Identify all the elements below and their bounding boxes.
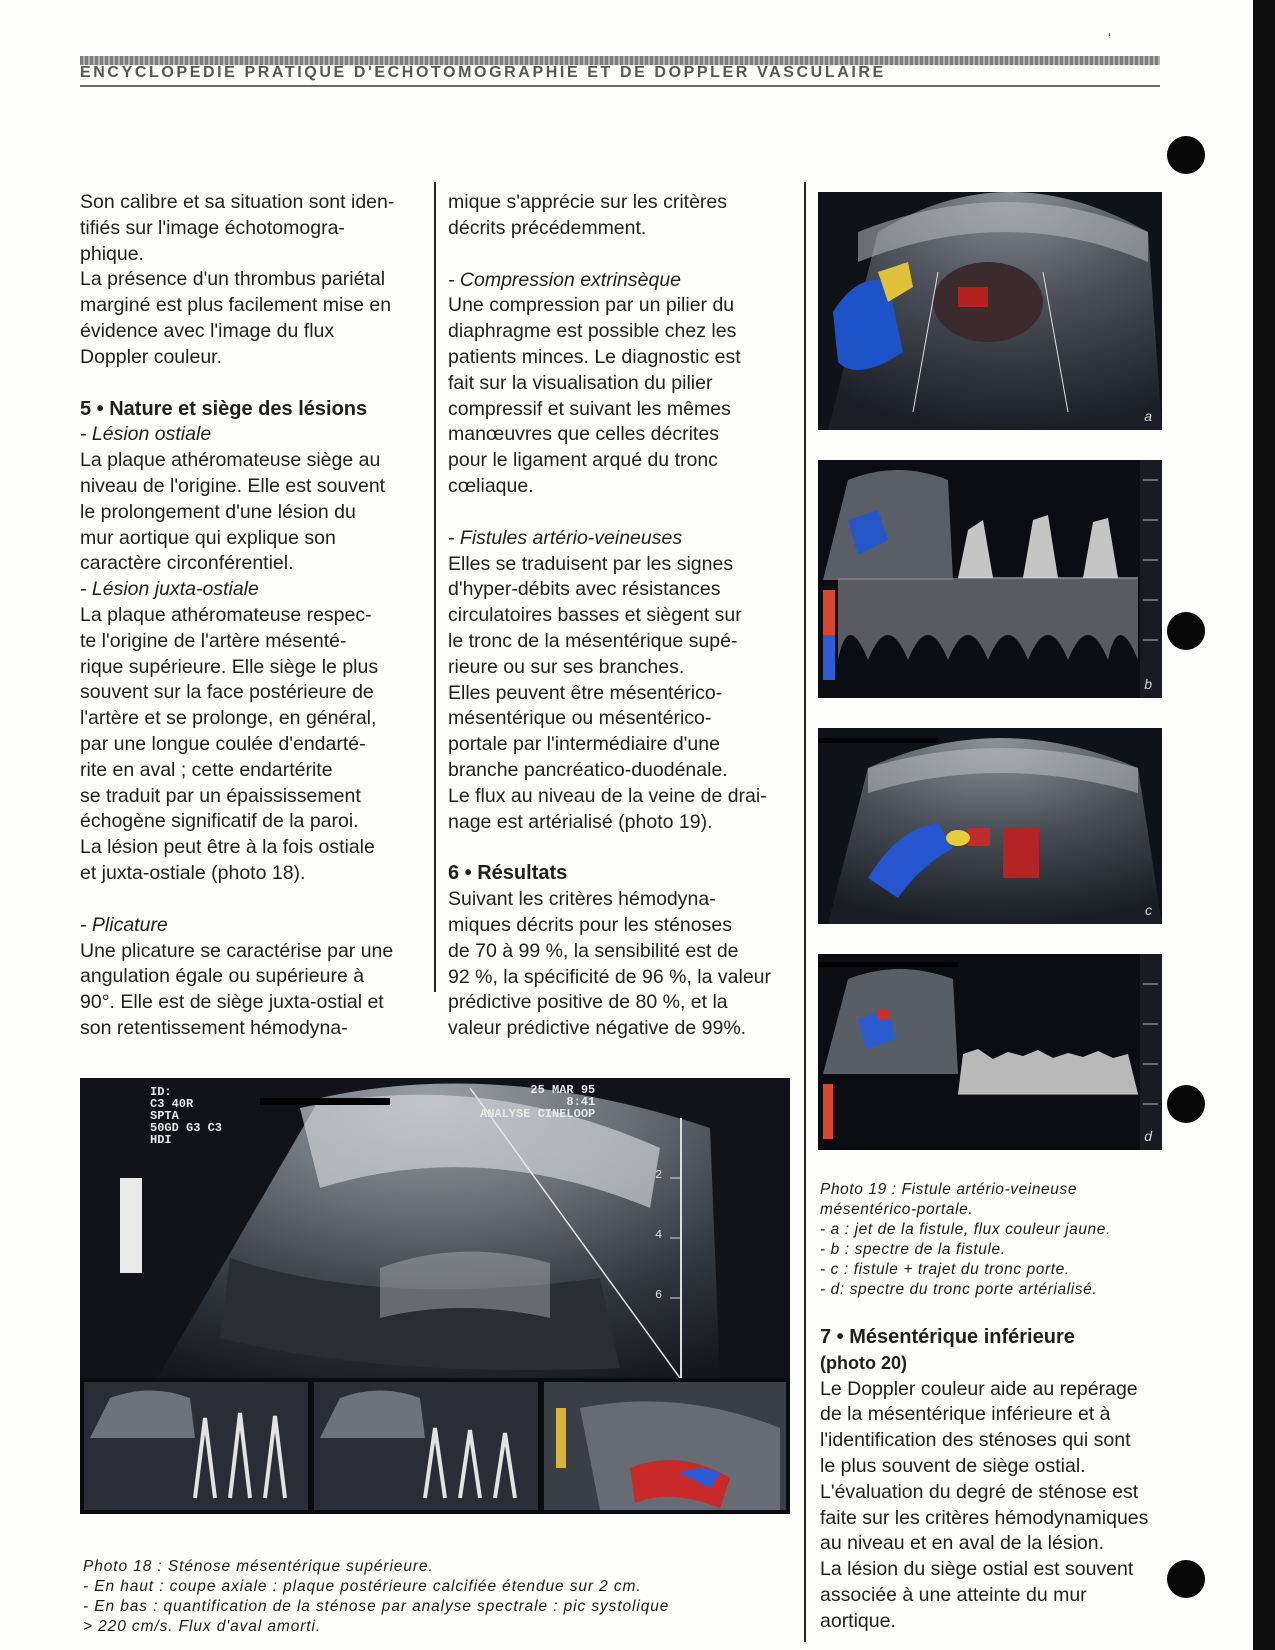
depth-mark: 2 <box>655 1168 663 1182</box>
text-line: de 70 à 99 %, la sensibilité est de <box>448 939 739 962</box>
text-line: branche pancréatico-duodénale. <box>448 758 728 781</box>
text-line: La lésion peut être à la fois ostiale <box>80 836 375 859</box>
text-line: et juxta-ostiale (photo 18). <box>80 861 306 884</box>
column-rule <box>434 182 436 992</box>
ultrasound-image-19a <box>818 192 1162 430</box>
text-line: prédictive positive de 80 %, et la <box>448 991 728 1014</box>
text-line: rieure ou sur ses branches. <box>448 655 685 678</box>
binder-hole <box>1167 612 1205 650</box>
text-line: rite en aval ; cette endartérite <box>80 758 333 781</box>
text-line: nage est artérialisé (photo 19). <box>448 810 713 833</box>
paragraph <box>448 293 788 499</box>
text-line: angulation égale ou supérieure à <box>80 965 365 988</box>
margin-mark: ʻ <box>1108 30 1112 46</box>
text-line: 92 %, la spécificité de 96 %, la valeur <box>448 965 772 988</box>
text-line: ANALYSE CINELOOP <box>480 1107 596 1121</box>
subsection-title: - Fistules artério-veineuses <box>448 526 683 549</box>
text-line: mur aortique qui explique son <box>80 526 336 549</box>
paragraph <box>80 190 420 267</box>
text-line: Elles se traduisent par les signes <box>448 552 734 575</box>
text-line: au niveau et en aval de la lésion. <box>820 1532 1105 1555</box>
text-line: Le Doppler couleur aide au repérage <box>820 1377 1138 1400</box>
text-line: 50GD G3 C3 <box>150 1121 223 1135</box>
page-edge <box>1253 0 1275 1650</box>
depth-mark: 6 <box>655 1288 663 1302</box>
text-line: pour le ligament arqué du tronc <box>448 449 718 472</box>
text-line: mique s'apprécie sur les critères <box>448 191 727 213</box>
panel-label: d <box>1144 1128 1152 1144</box>
text-line: de la mésentérique inférieure et à <box>820 1403 1111 1426</box>
section-title: 7 • Mésentérique inférieure <box>820 1326 1075 1348</box>
binder-hole <box>1167 136 1205 174</box>
subsection-title: - Lésion juxta-ostiale <box>80 578 259 601</box>
text-line: Doppler couleur. <box>80 345 223 368</box>
text-line: l'artère et se prolonge, en général, <box>80 707 377 730</box>
text-line: Elles peuvent être mésentérico- <box>448 681 723 704</box>
paragraph <box>80 267 420 370</box>
redaction-bar <box>260 1098 390 1105</box>
section-title: 5 • Nature et siège des lésions <box>80 397 368 420</box>
paragraph <box>80 939 420 1042</box>
text-line: mésentérico-portale. <box>820 1201 974 1218</box>
column-rule <box>804 182 806 1642</box>
subsection-title: - Plicature <box>80 913 168 936</box>
text-line: valeur prédictive négative de 99%. <box>448 1017 747 1040</box>
binder-hole <box>1167 1085 1205 1123</box>
paragraph <box>448 552 788 836</box>
text-line: se traduit par un épaississement <box>80 784 361 807</box>
text-line: HDI <box>150 1133 172 1147</box>
text-line: fait sur la visualisation du pilier <box>448 371 713 394</box>
photo-19-caption <box>820 1180 1165 1300</box>
text-line: associée à une atteinte du mur <box>820 1583 1087 1606</box>
text-line: compressif et suivant les mêmes <box>448 397 731 420</box>
text-line: le plus souvent de siège ostial. <box>820 1454 1086 1477</box>
text-line: par une longue coulée d'endarté- <box>80 732 366 755</box>
text-line: niveau de l'origine. Elle est souvent <box>80 474 386 497</box>
text-line: le prolongement d'une lésion du <box>80 500 356 523</box>
text-column-1 <box>80 190 420 1042</box>
section-title: 6 • Résultats <box>448 862 568 885</box>
text-line: l'identification des sténoses qui sont <box>820 1429 1131 1452</box>
panel-label: c <box>1145 902 1152 918</box>
paragraph <box>448 887 788 1042</box>
text-line: rique supérieure. Elle siège le plus <box>80 655 379 678</box>
text-line: miques décrits pour les sténoses <box>448 913 732 936</box>
text-line: La plaque athéromateuse respec- <box>80 603 372 626</box>
paragraph <box>820 1377 1160 1635</box>
subsection-title: - Compression extrinsèque <box>448 268 682 291</box>
text-column-3 <box>820 1325 1160 1635</box>
text-line: Photo 18 : Sténose mésentérique supérieure. <box>83 1558 434 1575</box>
text-line: caractère circonférentiel. <box>80 552 294 575</box>
doppler-spectrum-19b <box>818 460 1162 698</box>
text-column-2 <box>448 190 788 1042</box>
binder-hole <box>1167 1560 1205 1598</box>
text-line: - d: spectre du tronc porte artérialisé. <box>820 1281 1098 1298</box>
text-line: faite sur les critères hémodynamiques <box>820 1506 1149 1529</box>
text-line: mésentérique ou mésentérico- <box>448 707 712 730</box>
panel-label: b <box>1144 676 1152 692</box>
doppler-spectrum-19d <box>818 954 1162 1150</box>
text-line: Son calibre et sa situation sont iden- <box>80 191 395 213</box>
text-line: Le flux au niveau de la veine de drai- <box>448 784 767 807</box>
text-line: diaphragme est possible chez les <box>448 320 737 343</box>
text-line: marginé est plus facilement mise en <box>80 294 392 317</box>
text-line: Une compression par un pilier du <box>448 294 735 317</box>
ultrasound-image-19c <box>818 728 1162 924</box>
ultrasound-image-18 <box>80 1078 790 1514</box>
text-line: 25 MAR 95 <box>530 1083 596 1097</box>
text-line: patients minces. Le diagnostic est <box>448 345 741 368</box>
text-line: le tronc de la mésentérique supé- <box>448 629 738 652</box>
text-line: échogène significatif de la paroi. <box>80 810 359 833</box>
text-line: tifiés sur l'image échotomogra- <box>80 216 345 239</box>
section-subtitle: (photo 20) <box>820 1352 907 1373</box>
text-line: phique. <box>80 242 144 265</box>
text-line: Suivant les critères hémodyna- <box>448 888 716 911</box>
text-line: souvent sur la face postérieure de <box>80 681 374 704</box>
paragraph <box>448 190 788 242</box>
text-line: Une plicature se caractérise par une <box>80 939 394 962</box>
text-line: La présence d'un thrombus pariétal <box>80 268 386 291</box>
text-line: 90°. Elle est de siège juxta-ostial et <box>80 991 384 1014</box>
text-line: - b : spectre de la fistule. <box>820 1241 1006 1258</box>
text-line: L'évaluation du degré de sténose est <box>820 1480 1139 1503</box>
panel-label: a <box>1144 408 1152 424</box>
text-line: portale par l'intermédiaire d'une <box>448 733 720 756</box>
scanner-overlay <box>480 1084 595 1120</box>
text-line: SPTA <box>150 1109 179 1123</box>
text-line: > 220 cm/s. Flux d'aval amorti. <box>83 1618 322 1635</box>
scanner-overlay <box>150 1086 222 1146</box>
text-line: décrits précédemment. <box>448 216 647 239</box>
paragraph <box>80 603 420 887</box>
running-header: ENCYCLOPEDIE PRATIQUE D'ECHOTOMOGRAPHIE ET DE DOPPLER VASCULAIRE <box>80 64 886 81</box>
depth-mark: 4 <box>655 1228 663 1242</box>
text-line: C3 40R <box>150 1097 194 1111</box>
text-line: cœliaque. <box>448 474 534 497</box>
paragraph <box>80 448 420 577</box>
text-line: ID: <box>150 1085 172 1099</box>
subsection-title: - Lésion ostiale <box>80 423 212 446</box>
text-line: te l'origine de l'artère mésenté- <box>80 629 347 652</box>
text-line: son retentissement hémodyna- <box>80 1016 348 1039</box>
text-line: 8:41 <box>566 1095 596 1109</box>
text-line: - a : jet de la fistule, flux couleur jaune. <box>820 1221 1111 1238</box>
text-line: manœuvres que celles décrites <box>448 423 719 446</box>
text-line: évidence avec l'image du flux <box>80 319 335 342</box>
text-line: - c : fistule + trajet du tronc porte. <box>820 1261 1070 1278</box>
photo-18-caption <box>83 1557 793 1637</box>
text-line: La lésion du siège ostial est souvent <box>820 1558 1134 1581</box>
text-line: - En bas : quantification de la sténose par analyse spectrale : pic systolique <box>83 1598 670 1615</box>
header-rule <box>80 85 1160 87</box>
text-line: - En haut : coupe axiale : plaque postérieure calcifiée étendue sur 2 cm. <box>83 1578 642 1595</box>
text-line: La plaque athéromateuse siège au <box>80 449 381 472</box>
text-line: d'hyper-débits avec résistances <box>448 578 721 601</box>
text-line: Photo 19 : Fistule artério-veineuse <box>820 1181 1078 1198</box>
text-line: circulatoires basses et siègent sur <box>448 604 742 627</box>
text-line: aortique. <box>820 1609 896 1632</box>
